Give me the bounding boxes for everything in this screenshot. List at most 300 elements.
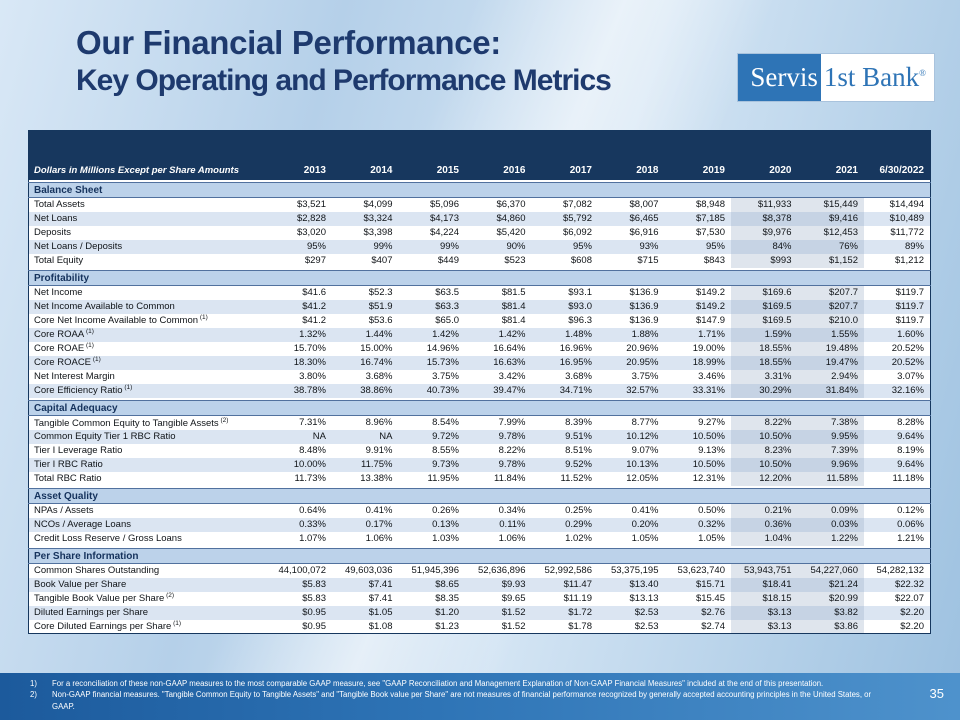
row-label: Tangible Common Equity to Tangible Assets $^{(2)}$ [34, 416, 229, 429]
cell-value: 39.47% [493, 385, 526, 396]
table-row [29, 198, 931, 212]
row-label: Tier I Leverage Ratio [34, 445, 123, 456]
cell-value: 0.50% [698, 505, 725, 517]
cell-value: $6,370 [496, 199, 526, 211]
cell-value: 84% [731, 240, 798, 254]
cell-value: $5,420 [496, 227, 526, 238]
cell-value: $119.7 [895, 287, 924, 299]
cell-value: 34.71% [559, 385, 592, 396]
cell-value: $993 [731, 254, 798, 268]
cell-value: 0.12% [897, 505, 924, 517]
row-label: Credit Loss Reserve / Gross Loans [34, 533, 182, 544]
cell-value: 0.29% [565, 519, 592, 530]
cell-value: 52,636,896 [477, 565, 526, 577]
section-header-row [29, 549, 931, 564]
page-number: 35 [929, 686, 944, 701]
cell-value: 7.99% [498, 417, 526, 429]
cell-value: 20.95% [626, 357, 659, 368]
cell-value: $5,096 [429, 199, 459, 211]
section-title: Per Share Information [29, 549, 931, 564]
cell-value: 3.46% [698, 371, 725, 382]
cell-value: 89% [904, 241, 924, 252]
cell-value: 9.91% [365, 445, 393, 456]
cell-value: 3.68% [365, 371, 393, 382]
cell-value: $22.07 [894, 593, 924, 604]
cell-value: $7,185 [695, 213, 725, 224]
table-row [29, 226, 931, 240]
cell-value: NA [379, 431, 393, 442]
cell-value: 38.78% [293, 385, 326, 396]
cell-value: 12.20% [731, 472, 798, 486]
cell-value: $0.95 [302, 607, 326, 618]
cell-value: 16.96% [559, 343, 592, 354]
cell-value: 19.47% [798, 356, 865, 370]
cell-value: 8.77% [631, 417, 659, 429]
cell-value: 8.51% [565, 445, 592, 456]
cell-value: 0.17% [365, 519, 393, 530]
cell-value: 11.52% [560, 473, 592, 484]
table-row [29, 384, 931, 398]
cell-value: $843 [703, 255, 725, 266]
cell-value: 7.38% [798, 416, 865, 430]
cell-value: $449 [437, 255, 459, 266]
cell-value: $65.0 [435, 315, 459, 326]
table-row [29, 314, 931, 328]
cell-value: 9.96% [798, 458, 865, 472]
cell-value: 20.52% [891, 343, 924, 354]
cell-value: $2,828 [296, 213, 326, 224]
cell-value: $5.83 [302, 579, 326, 590]
cell-value: $149.2 [695, 287, 725, 299]
cell-value: $3,398 [363, 227, 393, 238]
cell-value: 1.05% [631, 533, 659, 544]
cell-value: $9.65 [501, 593, 526, 604]
cell-value: 10.50% [731, 430, 798, 444]
column-header-year: 2014 [332, 131, 399, 180]
cell-value: $9,416 [798, 212, 865, 226]
cell-value: $13.40 [629, 579, 659, 590]
cell-value: $136.9 [629, 315, 659, 326]
cell-value: 19.48% [798, 342, 865, 356]
cell-value: 16.74% [360, 357, 393, 368]
cell-value: 40.73% [426, 385, 459, 396]
section-header-row [29, 183, 931, 198]
cell-value: 16.63% [493, 357, 526, 368]
cell-value: $147.9 [695, 315, 725, 326]
cell-value: $63.5 [435, 287, 459, 299]
cell-value: 1.88% [631, 329, 659, 340]
cell-value: $81.4 [501, 301, 526, 312]
cell-value: $22.32 [894, 579, 924, 590]
cell-value: $2.20 [900, 607, 924, 618]
row-label: Core ROACE $^{(1)}$ [34, 356, 101, 369]
cell-value: $1,212 [894, 255, 924, 266]
cell-value: $93.1 [568, 287, 592, 299]
cell-value: 9.27% [698, 417, 725, 429]
cell-value: 1.05% [698, 533, 725, 544]
cell-value: 1.03% [432, 533, 459, 544]
row-label: Net Loans / Deposits [34, 241, 123, 252]
cell-value: $2.53 [634, 607, 659, 618]
cell-value: $96.3 [568, 315, 592, 326]
cell-value: 0.13% [432, 519, 459, 530]
cell-value: 53,623,740 [677, 565, 725, 577]
cell-value: $21.24 [798, 578, 865, 592]
footnote-text: Non-GAAP financial measures. "Tangible Common Equity to Tangible Assets" and "Tangible Book value per Share" are not measures of financial performance recognized by generally accepted accounting principles in the United States, or GAAP. [52, 690, 872, 711]
cell-value: $15.45 [695, 593, 725, 604]
cell-value: $207.7 [798, 300, 865, 314]
cell-value: $9,976 [731, 226, 798, 240]
table-row [29, 328, 931, 342]
footnote-marker: (1) [84, 342, 94, 350]
cell-value: 31.84% [798, 384, 865, 398]
cell-value: 1.55% [798, 328, 865, 342]
cell-value: 0.32% [698, 519, 725, 530]
cell-value: 99% [439, 241, 459, 252]
table-row [29, 430, 931, 444]
cell-value: $3.13 [731, 606, 798, 620]
cell-value: $3.82 [798, 606, 865, 620]
footnote-marker: (1) [91, 356, 101, 364]
cell-value: $5.83 [302, 593, 326, 604]
table-row [29, 606, 931, 620]
column-header-year: 2018 [598, 131, 665, 180]
cell-value: 8.55% [432, 445, 459, 456]
cell-value: 3.80% [299, 371, 326, 382]
cell-value: 15.00% [360, 343, 393, 354]
cell-value: 16.95% [559, 357, 592, 368]
cell-value: $18.15 [731, 592, 798, 606]
cell-value: 9.64% [897, 431, 924, 442]
cell-value: 3.07% [897, 371, 924, 382]
cell-value: $11.19 [563, 593, 592, 604]
metrics-table [28, 130, 931, 634]
cell-value: 20.96% [626, 343, 659, 354]
cell-value: 16.64% [493, 343, 526, 354]
cell-value: $4,173 [429, 213, 459, 224]
cell-value: 9.78% [498, 431, 526, 442]
cell-value: 0.64% [299, 505, 326, 517]
cell-value: $169.5 [731, 300, 798, 314]
cell-value: 8.19% [897, 445, 924, 456]
footnote-marker: (1) [84, 328, 94, 336]
row-label: Common Shares Outstanding [34, 565, 160, 577]
cell-value: 0.41% [365, 505, 393, 517]
cell-value: $0.95 [302, 620, 326, 632]
cell-value: 12.05% [626, 473, 659, 484]
cell-value: $7.41 [368, 593, 393, 604]
cell-value: 30.29% [731, 384, 798, 398]
table-row [29, 300, 931, 314]
cell-value: $1.20 [435, 607, 459, 618]
cell-value: 9.72% [432, 431, 459, 442]
section-header-row [29, 489, 931, 504]
footnote-number: 1) [30, 679, 37, 688]
cell-value: 11.18% [892, 473, 924, 484]
cell-value: 0.11% [499, 519, 526, 530]
table-row [29, 416, 931, 430]
table-row [29, 564, 931, 578]
cell-value: 3.42% [498, 371, 526, 382]
row-label: Tier I RBC Ratio [34, 459, 103, 470]
cell-value: 51,945,396 [411, 565, 459, 577]
cell-value: $169.6 [731, 286, 798, 300]
table-row [29, 254, 931, 268]
cell-value: $93.0 [568, 301, 592, 312]
column-header-year: 2021 [798, 131, 865, 180]
cell-value: $6,916 [629, 227, 659, 238]
column-header-year: 2017 [532, 131, 599, 180]
cell-value: 44,100,072 [278, 565, 326, 577]
table-row [29, 592, 931, 606]
cell-value: $3.86 [798, 620, 865, 634]
column-header-year: 2019 [665, 131, 732, 180]
cell-value: $608 [570, 255, 592, 266]
cell-value: 10.00% [293, 459, 326, 470]
cell-value: 9.51% [565, 431, 592, 442]
cell-value: 32.57% [626, 385, 659, 396]
table-row [29, 356, 931, 370]
row-label: Core ROAE $^{(1)}$ [34, 342, 94, 355]
cell-value: $6,465 [629, 213, 659, 224]
row-label: Net Income [34, 287, 83, 299]
cell-value: 12.31% [692, 473, 725, 484]
cell-value: 9.07% [631, 445, 659, 456]
cell-value: 95% [572, 241, 592, 252]
registered-mark: ® [919, 68, 926, 78]
cell-value: $7,530 [695, 227, 725, 238]
cell-value: $5,792 [562, 213, 592, 224]
cell-value: $1.52 [501, 620, 526, 632]
cell-value: $4,860 [496, 213, 526, 224]
column-header-year: 6/30/2022 [864, 131, 931, 180]
row-label: Net Loans [34, 213, 78, 224]
cell-value: 1.60% [897, 329, 924, 340]
footnote-marker: (1) [122, 384, 133, 392]
cell-value: 11.84% [493, 473, 526, 484]
cell-value: 18.55% [731, 356, 798, 370]
cell-value: $523 [504, 255, 526, 266]
cell-value: $8,007 [629, 199, 659, 211]
cell-value: 8.22% [731, 416, 798, 430]
cell-value: $7,082 [562, 199, 592, 211]
cell-value: $149.2 [695, 301, 725, 312]
cell-value: 0.21% [731, 504, 798, 518]
row-label: Core Diluted Earnings per Share $^{(1)}$ [34, 620, 182, 633]
cell-value: 9.13% [698, 445, 725, 456]
cell-value: 1.06% [365, 533, 393, 544]
cell-value: $4,224 [429, 227, 459, 238]
cell-value: 11.73% [294, 473, 326, 484]
cell-value: 1.21% [897, 533, 924, 544]
cell-value: $715 [637, 255, 659, 266]
section-header-row [29, 401, 931, 416]
cell-value: $11,933 [731, 198, 798, 212]
cell-value: 33.31% [692, 385, 725, 396]
cell-value: $210.0 [798, 314, 865, 328]
section-title: Profitability [29, 271, 931, 286]
cell-value: 0.33% [299, 519, 326, 530]
cell-value: $8.65 [435, 579, 459, 590]
cell-value: 1.07% [299, 533, 326, 544]
cell-value: 11.58% [798, 472, 865, 486]
cell-value: 18.55% [731, 342, 798, 356]
cell-value: 19.00% [692, 343, 725, 354]
cell-value: $1.05 [368, 607, 393, 618]
cell-value: $3,324 [363, 213, 393, 224]
cell-value: 18.99% [692, 357, 725, 368]
cell-value: $1.72 [568, 607, 592, 618]
logo-bank-label: 1st Bank [823, 62, 920, 92]
row-label: Common Equity Tier 1 RBC Ratio [34, 431, 176, 442]
cell-value: 15.73% [426, 357, 459, 368]
footnote-marker: (2) [164, 592, 175, 600]
footnote [30, 689, 882, 712]
table-row [29, 518, 931, 532]
cell-value: $11.47 [563, 579, 592, 590]
cell-value: $1.08 [368, 620, 393, 632]
row-label: Tangible Book Value per Share $^{(2)}$ [34, 592, 175, 605]
cell-value: 3.31% [731, 370, 798, 384]
section-title: Asset Quality [29, 489, 931, 504]
cell-value: $13.13 [629, 593, 659, 604]
cell-value: $4,099 [363, 199, 393, 211]
cell-value: $15.71 [695, 579, 725, 590]
cell-value: 52,992,586 [544, 565, 592, 577]
table-caption: Dollars in Millions Except per Share Amounts [29, 131, 266, 180]
column-header-year: 2020 [731, 131, 798, 180]
table-row [29, 504, 931, 518]
row-label: Deposits [34, 227, 71, 238]
cell-value: 1.22% [798, 532, 865, 546]
table-row [29, 458, 931, 472]
cell-value: 18.30% [293, 357, 326, 368]
cell-value: $18.41 [731, 578, 798, 592]
cell-value: $52.3 [368, 287, 393, 299]
table-row [29, 578, 931, 592]
cell-value: 90% [506, 241, 526, 252]
cell-value: $136.9 [629, 301, 659, 312]
row-label: Total RBC Ratio [34, 473, 102, 484]
cell-value: 0.26% [432, 505, 459, 517]
cell-value: $136.9 [629, 287, 659, 299]
cell-value: 0.20% [631, 519, 659, 530]
cell-value: $1.52 [501, 607, 526, 618]
row-label: Diluted Earnings per Share [34, 607, 149, 618]
row-label: NPAs / Assets [34, 505, 94, 517]
cell-value: 0.34% [498, 505, 526, 517]
cell-value: 8.39% [565, 417, 592, 429]
cell-value: 1.48% [565, 329, 592, 340]
table-row [29, 286, 931, 300]
cell-value: 10.50% [692, 431, 725, 442]
cell-value: 8.48% [299, 445, 326, 456]
cell-value: 53,375,195 [610, 565, 659, 577]
cell-value: $8,378 [731, 212, 798, 226]
cell-value: 7.31% [299, 417, 326, 429]
footnote-number: 2) [30, 690, 37, 700]
cell-value: $6,092 [562, 227, 592, 238]
footnote-text: For a reconciliation of these non-GAAP measures to the most comparable GAAP measure, see "GAAP Reconciliation and Management Explanation of Non-GAAP Financial Measures" included at the end of this presentation. [52, 679, 824, 688]
row-label: Core Efficiency Ratio $^{(1)}$ [34, 384, 133, 397]
row-label: Book Value per Share [34, 579, 127, 590]
footnote [30, 678, 882, 689]
cell-value: 99% [373, 241, 393, 252]
cell-value: 76% [798, 240, 865, 254]
cell-value: 9.52% [565, 459, 592, 470]
footer-bar [0, 673, 960, 720]
cell-value: $8.35 [435, 593, 459, 604]
cell-value: 1.59% [731, 328, 798, 342]
cell-value: $51.9 [368, 301, 393, 312]
cell-value: 14.96% [426, 343, 459, 354]
cell-value: NA [312, 431, 326, 442]
cell-value: 0.06% [897, 519, 924, 530]
row-label: NCOs / Average Loans [34, 519, 131, 530]
column-header-year: 2015 [399, 131, 466, 180]
cell-value: $81.4 [501, 315, 526, 326]
logo-bank-text [821, 54, 934, 101]
cell-value: 1.71% [698, 329, 725, 340]
cell-value: $297 [304, 255, 326, 266]
cell-value: 3.75% [432, 371, 459, 382]
cell-value: 9.78% [498, 459, 526, 470]
cell-value: $1.23 [435, 620, 459, 632]
cell-value: $7.41 [368, 579, 393, 590]
cell-value: 1.42% [432, 329, 459, 340]
cell-value: 9.73% [432, 459, 459, 470]
cell-value: $63.3 [435, 301, 459, 312]
cell-value: 7.39% [798, 444, 865, 458]
cell-value: 3.68% [565, 371, 592, 382]
column-header-year: 2013 [266, 131, 333, 180]
cell-value: $81.5 [501, 287, 526, 299]
table-row [29, 342, 931, 356]
cell-value: 0.41% [631, 505, 659, 517]
cell-value: 53,943,751 [731, 564, 798, 578]
cell-value: $407 [371, 255, 393, 266]
cell-value: $169.5 [731, 314, 798, 328]
cell-value: 10.12% [626, 431, 659, 442]
cell-value: 15.70% [293, 343, 326, 354]
cell-value: 8.28% [897, 417, 924, 429]
table-row [29, 370, 931, 384]
cell-value: $14,494 [889, 199, 924, 211]
cell-value: $10,489 [889, 213, 924, 224]
cell-value: 0.25% [565, 505, 592, 517]
cell-value: $2.53 [634, 620, 659, 632]
table-row [29, 620, 931, 634]
footnote-marker: (1) [198, 314, 208, 322]
cell-value: 13.38% [360, 473, 393, 484]
cell-value: 11.75% [360, 459, 393, 470]
cell-value: 0.36% [731, 518, 798, 532]
cell-value: 9.64% [897, 459, 924, 470]
cell-value: $41.6 [302, 287, 326, 299]
cell-value: 11.95% [427, 473, 459, 484]
cell-value: 54,227,060 [798, 564, 865, 578]
cell-value: 1.44% [365, 329, 393, 340]
table-row [29, 212, 931, 226]
cell-value: $119.7 [895, 315, 924, 326]
cell-value: 54,282,132 [876, 565, 924, 577]
cell-value: $1,152 [798, 254, 865, 268]
row-label: Net Income Available to Common [34, 301, 175, 312]
cell-value: 10.13% [626, 459, 659, 470]
cell-value: 38.86% [360, 385, 393, 396]
cell-value: 8.96% [365, 417, 393, 429]
cell-value: 8.22% [498, 445, 526, 456]
